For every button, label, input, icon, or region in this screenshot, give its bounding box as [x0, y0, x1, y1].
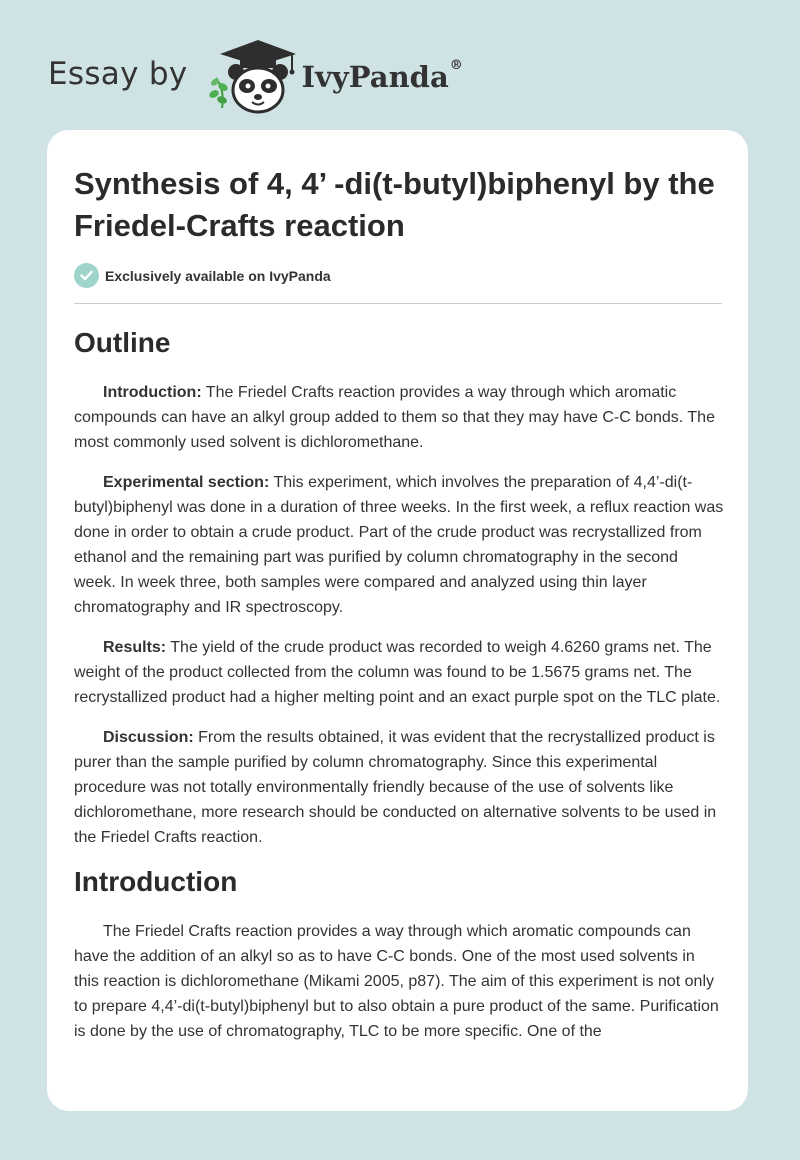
- registered-mark: ®: [449, 58, 463, 73]
- divider: [74, 303, 722, 304]
- essay-card: [47, 130, 748, 1111]
- outline-paragraph-results: [74, 635, 724, 710]
- paragraph-text: The Friedel Crafts reaction provides a way through which aromatic compounds can have an alkyl group added to them so that they may have C-C bonds. The most commonly used solvent is dichloromethane.: [74, 384, 715, 451]
- site-header: [48, 36, 463, 116]
- outline-paragraph-discussion: [74, 725, 724, 850]
- paragraph-label: Discussion:: [103, 729, 194, 746]
- check-icon: [74, 263, 99, 288]
- page-title: Synthesis of 4, 4’ -di(t-butyl)biphenyl by the Friedel-Crafts reaction: [74, 166, 715, 243]
- essay-content: [74, 326, 724, 1059]
- outline-heading: Outline: [74, 327, 171, 358]
- panda-logo-icon[interactable]: [206, 38, 298, 114]
- paragraph-text: The yield of the crude product was recorded to weigh 4.6260 grams net. The weight of the product collected from the column was found to be 1.5675 grams net. The recrystallized product had a higher melting point and an exact purple spot on the TLC plate.: [74, 639, 721, 706]
- paragraph-text: This experiment, which involves the preparation of 4,4’-di(t-butyl)biphenyl was done in a duration of three weeks. In the first week, a reflux reaction was done in order to obtain a crude product. Part of the crude product was recrystallized from ethanol and the remaining part was purified by column chromatography in the second week. In week three, both samples were compared and analyzed using thin layer chromatography and IR spectroscopy.: [74, 474, 724, 616]
- outline-paragraph-experimental: [74, 470, 724, 620]
- paragraph-label: Introduction:: [103, 384, 202, 401]
- exclusive-badge: [74, 263, 331, 288]
- introduction-heading: Introduction: [74, 866, 238, 897]
- essay-by-label: Essay by: [48, 56, 188, 92]
- paragraph-label: Results:: [103, 639, 167, 656]
- introduction-paragraph: The Friedel Crafts reaction provides a way through which aromatic compounds can have the addition of an alkyl so as to have C-C bonds. One of the most used solvents in this reaction is dichloromethane (Mikami 2005, p87). The aim of this experiment is not only to prepare 4,4’-di(t-butyl)biphenyl but to also obtain a pure product of the same. Purification is done by the use of chromatography, TLC to be more specific. One of the: [74, 923, 719, 1040]
- outline-paragraph-introduction: [74, 380, 724, 455]
- paragraph-label: Experimental section:: [103, 474, 270, 491]
- paragraph-text: From the results obtained, it was evident that the recrystallized product is purer than the sample purified by column chromatography. Since this experimental procedure was not totally environmentally friendly because of the use of solvents like dichloromethane, more research should be conducted on alternative solvents to be used in the Friedel Crafts reaction.: [74, 729, 717, 846]
- exclusive-label: Exclusively available on IvyPanda: [105, 267, 331, 284]
- brand-name[interactable]: IvyPanda®: [301, 58, 463, 94]
